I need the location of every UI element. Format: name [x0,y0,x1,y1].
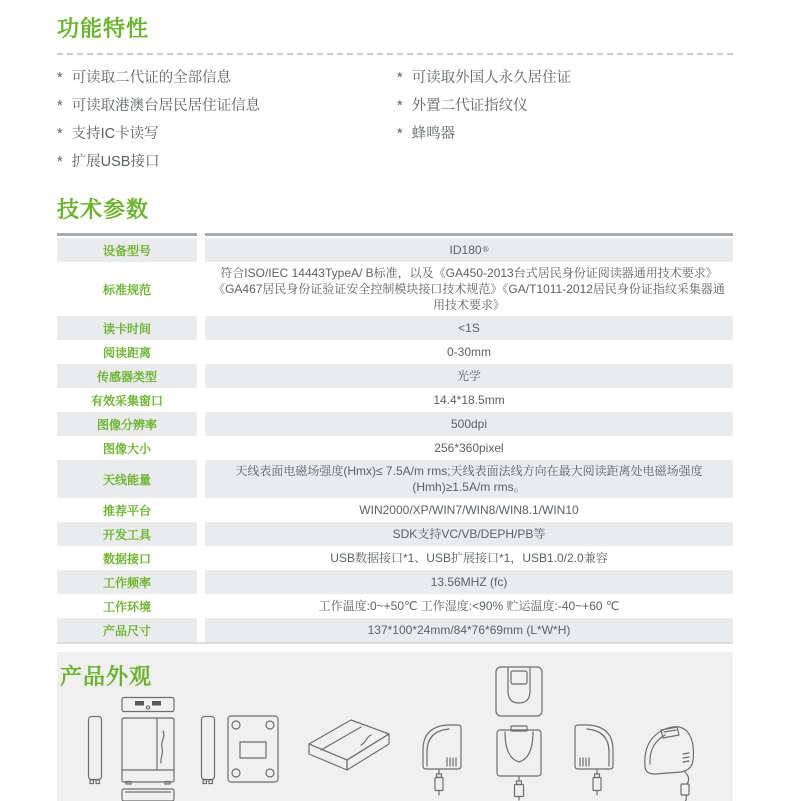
features-left-column [57,64,397,176]
card-reader-bottom-view-image [121,788,175,801]
appearance-section [57,652,733,801]
specs-table-bottom-border [57,642,733,644]
feature-bullet: * [397,70,403,86]
spec-value-cell: 0-30mm [446,345,491,359]
specs-table [57,238,733,642]
features-section [57,0,733,176]
card-reader-front-view-image [121,717,175,785]
feature-text: 扩展USB接口 [71,154,160,170]
spec-value-cell: 256*360pixel [434,441,504,455]
features-right-column [397,64,571,176]
fingerprint-reader-right-side-view-image [569,714,619,798]
card-reader-top-view-image [121,696,175,714]
feature-text: 可读取二代证的全部信息 [71,70,232,86]
spec-label-cell: 传感器类型 [57,364,197,388]
features-heading: 功能特性 [57,16,150,41]
spec-value-cell: USB数据接口*1、USB扩展接口*1，USB1.0/2.0兼容 [330,551,608,565]
feature-bullet: * [57,126,63,142]
spec-row [57,340,733,364]
spec-row [57,388,733,412]
specs-section [57,193,733,644]
features-list [57,64,733,176]
spec-label-cell: 读卡时间 [57,316,197,340]
spec-value-cell: 符合ISO/IEC 14443TypeA/ B标准，以及《GA450-2013台式居民身份证阅读器通用技术要求》《GA467居民身份证验证安全控制模块接口技术规范》《GA/T1011-2012居民身份证指纹采集器通用技术要求》 [213,266,725,312]
spec-label-cell: 设备型号 [57,238,197,262]
spec-label-cell: 推荐平台 [102,503,151,518]
spec-label-cell: 工作频率 [57,570,197,594]
fingerprint-reader-left-side-view-image [417,714,467,798]
spec-label-cell: 有效采集窗口 [90,393,163,408]
specs-table-top-border [57,233,733,236]
spec-row [57,412,733,436]
spec-value-cell: 光学 [205,364,733,388]
fingerprint-reader-front-view-image [495,720,543,801]
spec-label-cell: 图像分辨率 [57,412,197,436]
spec-value-cell: 500dpi [205,412,733,436]
feature-item [397,120,571,148]
feature-text: 可读取港澳台居民居住证信息 [71,98,261,114]
feature-text: 蜂鸣器 [411,126,456,142]
spec-row [57,460,733,498]
feature-text: 支持IC卡读写 [71,126,159,142]
feature-item [397,92,571,120]
feature-item [397,64,571,92]
spec-label-cell: 数据接口 [102,551,151,566]
spec-value-cell: 14.4*18.5mm [433,393,505,407]
spec-row [57,546,733,570]
spec-row [57,364,733,388]
feature-bullet: * [397,98,403,114]
spec-label-cell: 开发工具 [57,522,197,546]
specs-heading: 技术参数 [57,197,150,222]
spec-row [57,522,733,546]
top-border-label-segment [57,233,197,236]
spec-label-cell: 产品尺寸 [57,618,197,642]
card-reader-right-side-view-image [200,715,216,787]
feature-bullet: * [57,98,63,114]
registered-trademark-mark: ® [482,245,489,254]
features-divider [57,53,733,55]
fingerprint-reader-iso-view-image [637,716,701,801]
spec-row [57,498,733,522]
spec-value-cell: 天线表面电磁场强度(Hmx)≤ 7.5A/m rms;天线表面法线方向在最大阅读距离处电磁场强度(Hmh)≥1.5A/m rms。 [205,460,733,498]
feature-text: 可读取外国人永久居住证 [411,70,572,86]
spec-label-cell: 阅读距离 [102,345,151,360]
spec-value-cell: SDK支持VC/VB/DEPH/PB等 [205,522,733,546]
feature-bullet: * [397,126,403,142]
appearance-heading: 产品外观 [60,664,153,689]
top-border-value-segment [205,233,733,236]
spec-label-cell: 标准规范 [102,282,151,297]
feature-item [57,92,397,120]
feature-bullet: * [57,70,63,86]
spec-row [57,316,733,340]
spec-row [57,262,733,316]
feature-item [57,120,397,148]
feature-item [57,64,397,92]
spec-label-cell: 工作环境 [102,599,151,614]
spec-label-cell: 天线能量 [57,460,197,498]
spec-value-cell: ID180 ® [205,238,733,262]
spec-label-cell: 图像大小 [102,441,151,456]
feature-text: 外置二代证指纹仪 [411,98,528,114]
spec-value-cell: 137*100*24mm/84*76*69mm (L*W*H) [205,618,733,642]
card-reader-left-side-view-image [87,715,103,787]
spec-row [57,594,733,618]
feature-bullet: * [57,154,63,170]
spec-row [57,436,733,460]
spec-value-cell: 13.56MHZ (fc) [205,570,733,594]
card-reader-iso-view-image [297,712,397,782]
spec-value-cell: 工作温度:0~+50℃ 工作湿度:<90% 贮运温度:-40~+60 ℃ [318,599,620,613]
spec-value-cell: WIN2000/XP/WIN7/WIN8/WIN8.1/WIN10 [359,503,579,517]
spec-row [57,238,733,262]
spec-value-cell: <1S [205,316,733,340]
card-reader-back-view-image [227,715,279,785]
feature-item [57,148,397,176]
fingerprint-reader-top-view-image [495,666,543,718]
spec-row [57,618,733,642]
spec-row [57,570,733,594]
